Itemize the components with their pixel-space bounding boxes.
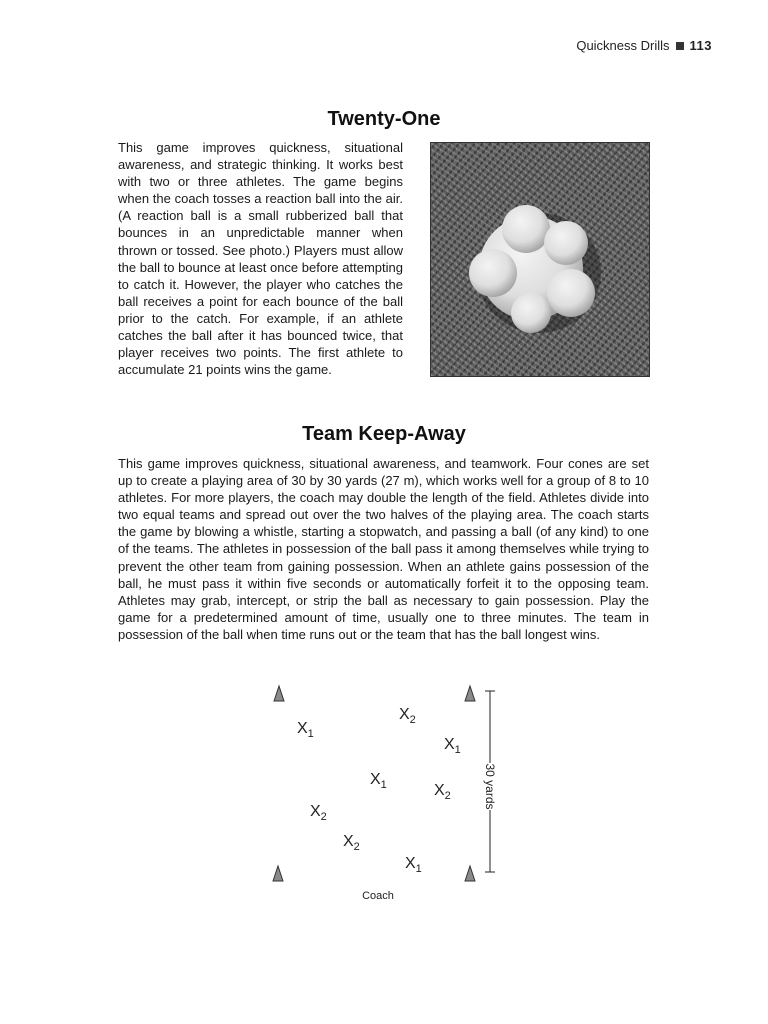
player-marker: $X_1$: [370, 771, 387, 791]
player-marker: $X_1$: [444, 736, 461, 756]
player-marker: $X_1$: [405, 855, 422, 875]
cone-icon: [273, 866, 283, 881]
coach-label: Coach: [362, 890, 394, 902]
team-keep-away-paragraph: This game improves quickness, situational awareness, and teamwork. Four cones are set up to create a playing area of 30 by 30 yards (27 m), which works well for a group of 8 to 10 athletes. For more players, the coach may double the length of the field. Athletes divide into two equal teams and spread out over the two halves of the playing area. The coach starts the game by blowing a whistle, starting a stopwatch, and passing a ball (of any kind) to one of the teams. The athletes in possession of the ball pass it among themselves while trying to prevent the other team from gaining possession. When an athlete gains possession of the ball, he must pass it within five seconds or automatically forfeit it to the opposing team. Athletes may grab, intercept, or strip the ball as necessary to gain possession. Play the game for a predetermined amount of time, usually one to three minutes. The team in possession of the ball when time runs out or the team that has the ball longest wins.: [118, 456, 649, 642]
player-marker: $X_2$: [343, 833, 360, 853]
twenty-one-paragraph: This game improves quickness, situational awareness, and strategic thinking. It works best with two or three athletes. The game begins when the coach tosses a reaction ball into the air. (A reaction ball is a small rubberized ball that bounces in an unpredictable manner when thrown or tossed. See photo.) Players must allow the ball to bounce at least once before attempting to catch it. However, the player who catches the ball receives a point for each bounce of the ball prior to the catch. For example, if an athlete catches the ball after it has bounced twice, that player receives two points. The first athlete to accumulate 21 points wins the game.: [118, 140, 403, 378]
cone-icon: [465, 686, 475, 701]
running-head-section: Quickness Drills: [576, 38, 670, 53]
player-marker: $X_1$: [297, 720, 314, 740]
cone-icon: [274, 686, 284, 701]
player-marker: $X_2$: [310, 803, 327, 823]
player-marker: $X_2$: [434, 782, 451, 802]
page-number: 113: [689, 38, 712, 53]
dimension-label: 30 yards: [483, 763, 497, 810]
section-title-team-keep-away: Team Keep-Away: [302, 423, 466, 445]
section-title-twenty-one: Twenty-One: [327, 108, 441, 130]
player-marker: $X_2$: [399, 706, 416, 726]
cone-icon: [465, 866, 475, 881]
